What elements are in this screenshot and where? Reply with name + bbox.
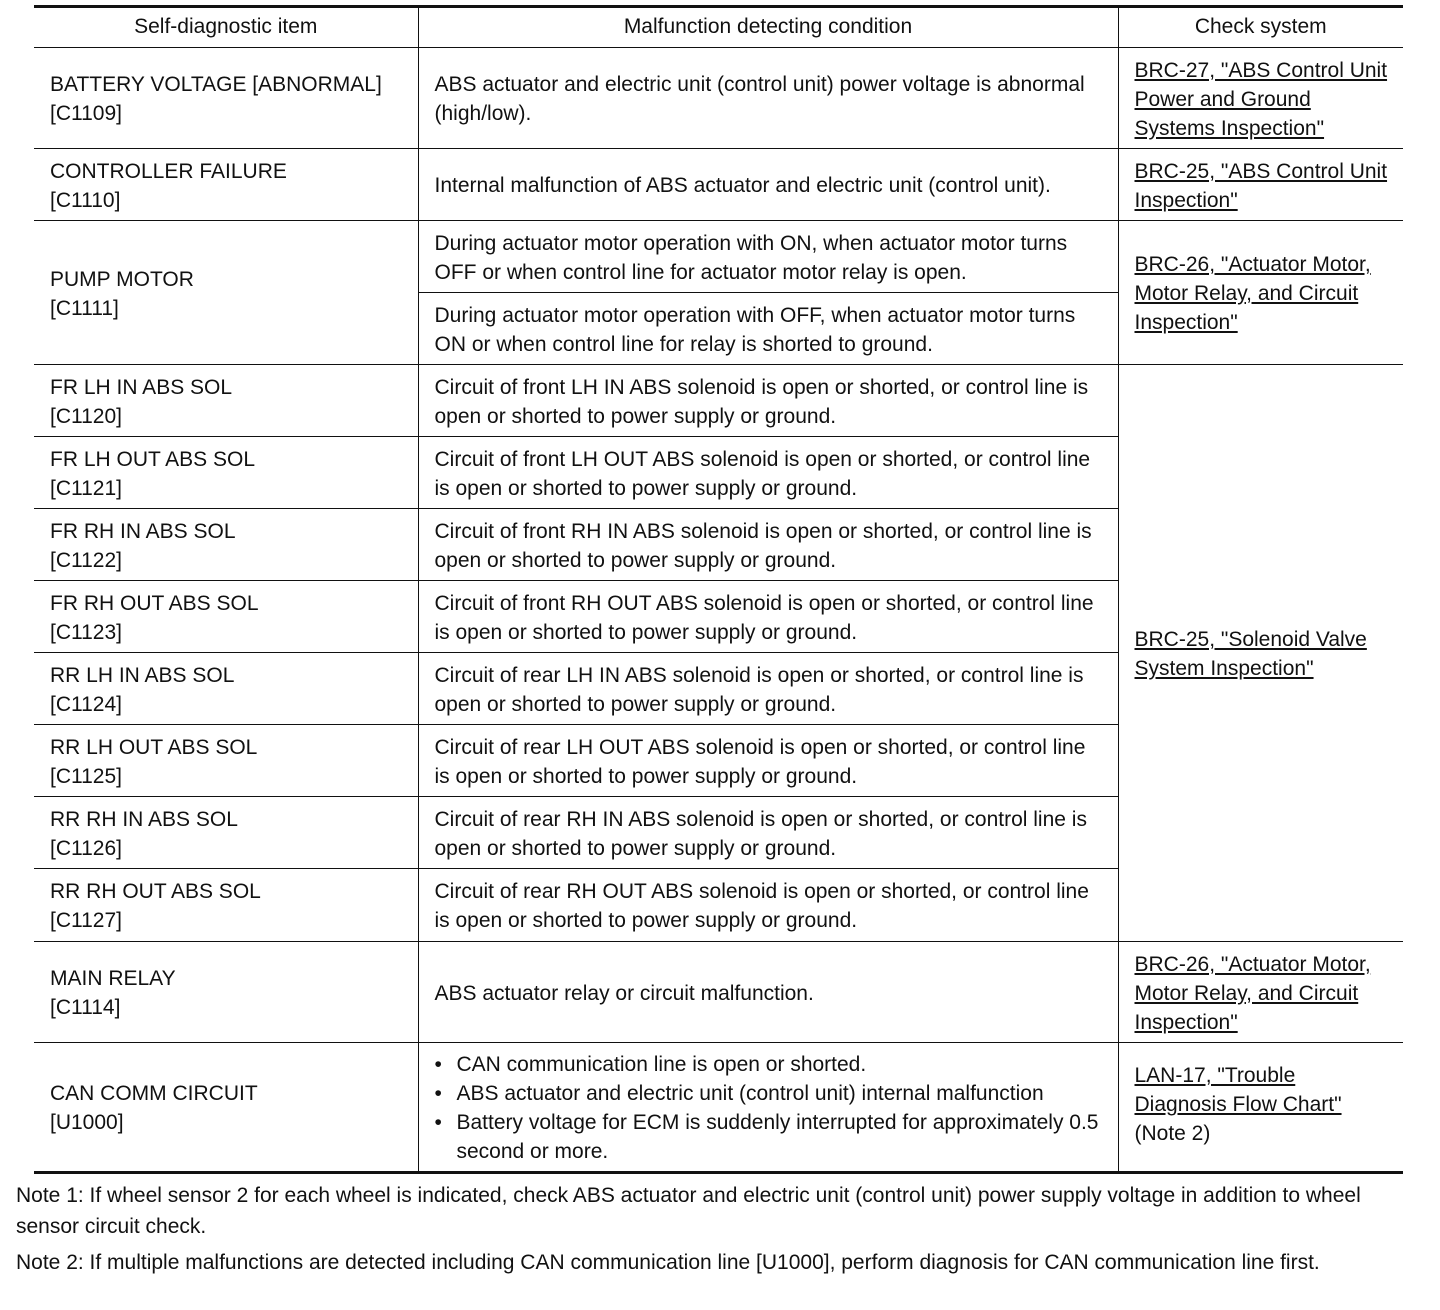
item-name: CONTROLLER FAILURE bbox=[50, 159, 287, 183]
item-code: [C1114] bbox=[50, 996, 121, 1019]
item-code: [C1120] bbox=[50, 404, 122, 428]
item-cell bbox=[34, 653, 418, 725]
table-row bbox=[34, 221, 1403, 293]
list-item: • Battery voltage for ECM is suddenly interrupted for approximately 0.5 second or more. bbox=[433, 1108, 1112, 1166]
item-name: RR RH OUT ABS SOL bbox=[50, 880, 261, 903]
condition-list bbox=[433, 1050, 1112, 1166]
item-code: [C1126] bbox=[50, 836, 122, 860]
check-system-link[interactable]: BRC-26, "Actuator Motor, Motor Relay, and Circuit Inspection" bbox=[1134, 952, 1371, 1034]
item-cell bbox=[34, 48, 418, 149]
table-header-row bbox=[34, 7, 1403, 48]
item-name: RR LH OUT ABS SOL bbox=[50, 735, 258, 759]
item-name: CAN COMM CIRCUIT bbox=[50, 1082, 258, 1105]
condition-cell: Circuit of rear RH IN ABS solenoid is open or shorted, or control line is open or shorted to power supply or ground. bbox=[418, 797, 1118, 869]
item-code: [C1123] bbox=[50, 620, 122, 644]
condition-cell: Circuit of front RH IN ABS solenoid is open or shorted, or control line is open or shorted to power supply or ground. bbox=[418, 509, 1118, 581]
check-system-link[interactable]: BRC-27, "ABS Control Unit Power and Ground Systems Inspection" bbox=[1134, 58, 1388, 140]
item-code: [C1111] bbox=[50, 296, 119, 320]
item-cell bbox=[34, 1043, 418, 1173]
condition-cell: Circuit of rear LH IN ABS solenoid is open or shorted, or control line is open or shorted to power supply or ground. bbox=[418, 653, 1118, 725]
item-code: [C1110] bbox=[50, 188, 121, 212]
item-cell bbox=[34, 365, 418, 437]
condition-cell: Circuit of rear LH OUT ABS solenoid is open or shorted, or control line is open or shorted to power supply or ground. bbox=[418, 725, 1118, 797]
header-check-system: Check system bbox=[1118, 7, 1403, 48]
item-code: [C1125] bbox=[50, 764, 122, 788]
item-name: FR RH IN ABS SOL bbox=[50, 519, 236, 543]
condition-cell: Circuit of front LH OUT ABS solenoid is open or shorted, or control line is open or shorted to power supply or ground. bbox=[418, 437, 1118, 509]
check-cell bbox=[1118, 942, 1403, 1043]
check-system-link[interactable]: BRC-26, "Actuator Motor, Motor Relay, and Circuit Inspection" bbox=[1134, 253, 1371, 334]
item-code: [C1121] bbox=[50, 476, 122, 500]
item-name: FR LH OUT ABS SOL bbox=[50, 447, 256, 471]
item-cell bbox=[34, 581, 418, 653]
item-cell bbox=[34, 797, 418, 869]
item-name: PUMP MOTOR bbox=[50, 267, 194, 291]
self-diagnostic-table bbox=[34, 5, 1403, 1174]
item-cell bbox=[34, 725, 418, 797]
condition-cell: Circuit of front LH IN ABS solenoid is open or shorted, or control line is open or shorted to power supply or ground. bbox=[418, 365, 1118, 437]
item-cell bbox=[34, 149, 418, 221]
item-cell bbox=[34, 437, 418, 509]
condition-cell: During actuator motor operation with OFF, when actuator motor turns ON or when control line for relay is shorted to ground. bbox=[418, 293, 1118, 365]
item-name: BATTERY VOLTAGE [ABNORMAL] bbox=[50, 73, 382, 96]
item-name: FR RH OUT ABS SOL bbox=[50, 591, 259, 615]
condition-cell: Internal malfunction of ABS actuator and electric unit (control unit). bbox=[418, 149, 1118, 221]
check-system-link[interactable]: LAN-17, "Trouble Diagnosis Flow Chart" bbox=[1134, 1064, 1342, 1116]
item-name: RR RH IN ABS SOL bbox=[50, 807, 238, 831]
condition-cell: ABS actuator relay or circuit malfunction. bbox=[418, 942, 1118, 1043]
condition-cell: During actuator motor operation with ON, when actuator motor turns OFF or when control line for actuator motor relay is open. bbox=[418, 221, 1118, 293]
table-row bbox=[34, 365, 1403, 437]
header-malfunction-condition: Malfunction detecting condition bbox=[418, 7, 1118, 48]
item-code: [C1127] bbox=[50, 909, 122, 932]
item-name: FR LH IN ABS SOL bbox=[50, 375, 233, 399]
condition-cell: Circuit of front RH OUT ABS solenoid is open or shorted, or control line is open or shorted to power supply or ground. bbox=[418, 581, 1118, 653]
note-2: Note 2: If multiple malfunctions are detected including CAN communication line [U1000], perform diagnosis for CAN communication line first. bbox=[16, 1251, 1320, 1274]
check-system-link[interactable]: BRC-25, "Solenoid Valve System Inspection" bbox=[1134, 628, 1367, 680]
condition-cell: ABS actuator and electric unit (control unit) power voltage is abnormal (high/low). bbox=[418, 48, 1118, 149]
check-cell bbox=[1118, 365, 1403, 942]
item-code: [U1000] bbox=[50, 1111, 124, 1134]
table-row bbox=[34, 149, 1403, 221]
table-row bbox=[34, 48, 1403, 149]
item-cell bbox=[34, 509, 418, 581]
check-cell bbox=[1118, 48, 1403, 149]
item-code: [C1109] bbox=[50, 102, 122, 125]
item-cell bbox=[34, 869, 418, 942]
list-item: • ABS actuator and electric unit (control unit) internal malfunction bbox=[433, 1079, 1112, 1108]
condition-cell bbox=[418, 1043, 1118, 1173]
item-name: MAIN RELAY bbox=[50, 967, 176, 990]
condition-cell: Circuit of rear RH OUT ABS solenoid is open or shorted, or control line is open or shorted to power supply or ground. bbox=[418, 869, 1118, 942]
item-name: RR LH IN ABS SOL bbox=[50, 663, 235, 687]
note-1: Note 1: If wheel sensor 2 for each wheel is indicated, check ABS actuator and electric unit (control unit) power supply voltage in addition to wheel sensor circuit check. bbox=[16, 1184, 1361, 1238]
table-row bbox=[34, 1043, 1403, 1173]
check-cell bbox=[1118, 221, 1403, 365]
header-self-diagnostic-item: Self-diagnostic item bbox=[34, 7, 418, 48]
item-code: [C1122] bbox=[50, 548, 122, 572]
table-row bbox=[34, 942, 1403, 1043]
item-cell bbox=[34, 221, 418, 365]
check-cell bbox=[1118, 149, 1403, 221]
check-system-link[interactable]: BRC-25, "ABS Control Unit Inspection" bbox=[1134, 159, 1388, 212]
check-cell bbox=[1118, 1043, 1403, 1173]
item-cell bbox=[34, 942, 418, 1043]
list-item: • CAN communication line is open or shorted. bbox=[433, 1050, 1112, 1079]
check-note: (Note 2) bbox=[1134, 1122, 1211, 1145]
item-code: [C1124] bbox=[50, 692, 122, 716]
